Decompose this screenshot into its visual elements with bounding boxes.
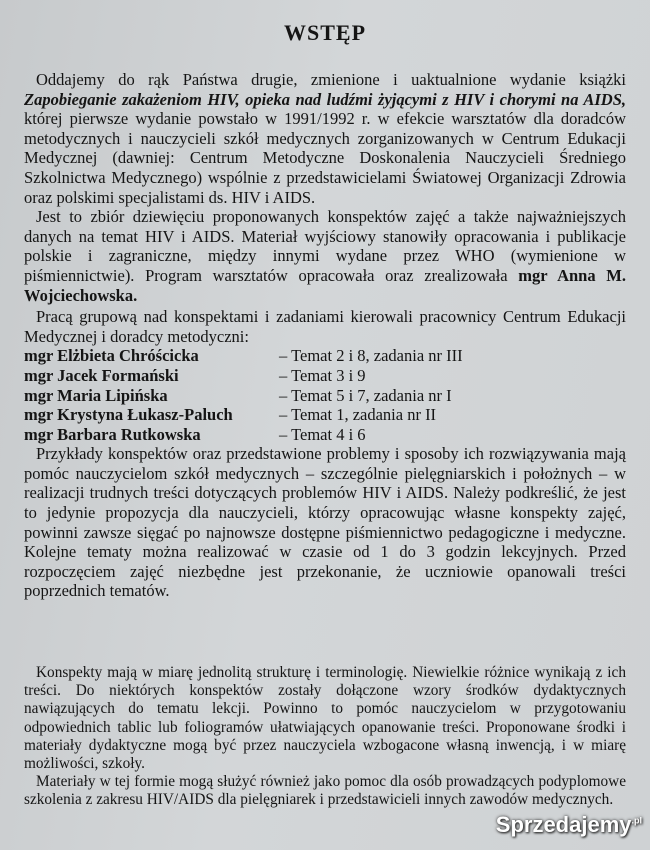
staff-item: [24, 425, 626, 445]
book-title: Zapobieganie zakażeniom HIV, opieka nad ludźmi żyjącymi z HIV i chorymi na AIDS,: [24, 89, 626, 109]
paragraph-1-rest: której pierwsze wydanie powstało w 1991/1992 r. w efekcie warsztatów dla doradców metodycznych i nauczycieli szkół medycznych zorganizowanych w Centrum Edukacji Medycznej (dawniej: Centrum Metodyczne Doskonalenia Nauczycieli Średniego Szkolnictwa Medycznego) wspólnie z przedstawicielami Światowej Organizacji Zdrowia oraz polskimi specjalistami ds. HIV i AIDS.: [24, 109, 626, 207]
secondary-text: [24, 664, 626, 810]
staff-name: mgr Elżbieta Chróścicka: [24, 346, 199, 366]
staff-list: [24, 346, 626, 444]
staff-item: [24, 346, 626, 366]
paragraph-2-text: Jest to zbiór dziewięciu proponowanych konspektów zajęć a także najważniejszych danych na temat HIV i AIDS. Materiał wyjściowy stanowiły opracowania i publikacje polskie i zagraniczne, między innymi wydane przez WHO (wymienione w piśmiennictwie). Program warsztatów opracowała oraz zrealizowała: [24, 207, 626, 285]
staff-item: [24, 386, 626, 406]
main-text: [24, 70, 626, 601]
staff-name: mgr Jacek Formański: [24, 365, 179, 385]
staff-name: mgr Maria Lipińska: [24, 385, 168, 405]
program-author: mgr Anna M. Wojciechowska.: [24, 265, 626, 305]
paragraph-6: Materiały w tej formie mogą służyć również jako pomoc dla osób prowadzących podyplomowe szkolenia z zakresu HIV/AIDS dla pielęgniarek i przedstawicieli innych zawodów medycznych.: [24, 773, 626, 809]
watermark-text: Sprzedajemy: [495, 812, 632, 837]
staff-topic: – Temat 2 i 8, zadania nr III: [279, 346, 463, 366]
staff-topic: – Temat 3 i 9: [279, 365, 366, 385]
watermark-suffix: .pl: [631, 815, 642, 826]
staff-topic: – Temat 5 i 7, zadania nr I: [279, 385, 452, 405]
paragraph-3: Pracą grupową nad konspektami i zadaniami kierowali pracownicy Centrum Edukacji Medycznej i doradcy metodyczni:: [24, 307, 626, 346]
paragraph-5: Konspekty mają w miarę jednolitą strukturę i terminologię. Niewielkie różnice wynikają z ich treści. Do niektórych konspektów zostały dołączone wzory środków dydaktycznych nawiązujących do tematu lekcji. Powinno to pomóc nauczycielom w przygotowaniu odpowiednich tablic lub foliogramów ułatwiających opanowanie treści. Proponowane środki i materiały dydaktyczne mogą być przez nauczyciela wzbogacone własną inwencją, i w miarę możliwości, szkoły.: [24, 664, 626, 773]
paragraph-2: [24, 207, 626, 305]
watermark-logo: [496, 812, 642, 838]
paragraph-4: Przykłady konspektów oraz przedstawione problemy i sposoby ich rozwiązywania mają pomóc nauczycielom szkół medycznych – szczególnie pielęgniarskich i położnych – w realizacji trudnych treści dotyczących problemów HIV i AIDS. Należy podkreślić, że jest to jedynie propozycja dla nauczycieli, którzy opracowując własne konspekty zajęć, powinni zawsze sięgać po najnowsze dostępne piśmiennictwo pedagogiczne i medyczne. Kolejne tematy można realizować w czasie od 1 do 3 godzin lekcyjnych. Przed rozpoczęciem zajęć niezbędne jest przekonanie, że uczniowie opanowali treści poprzednich tematów.: [24, 444, 626, 601]
staff-item: [24, 366, 626, 386]
staff-name: mgr Krystyna Łukasz-Paluch: [24, 405, 233, 425]
page-title: WSTĘP: [283, 20, 367, 45]
staff-item: [24, 405, 626, 425]
paragraph-1: [24, 70, 626, 207]
paragraph-1-lead: Oddajemy do rąk Państwa drugie, zmienione i uaktualnione wydanie książki: [36, 70, 626, 89]
staff-name: mgr Barbara Rutkowska: [24, 424, 201, 444]
staff-topic: – Temat 4 i 6: [279, 424, 366, 444]
staff-topic: – Temat 1, zadania nr II: [279, 405, 437, 425]
